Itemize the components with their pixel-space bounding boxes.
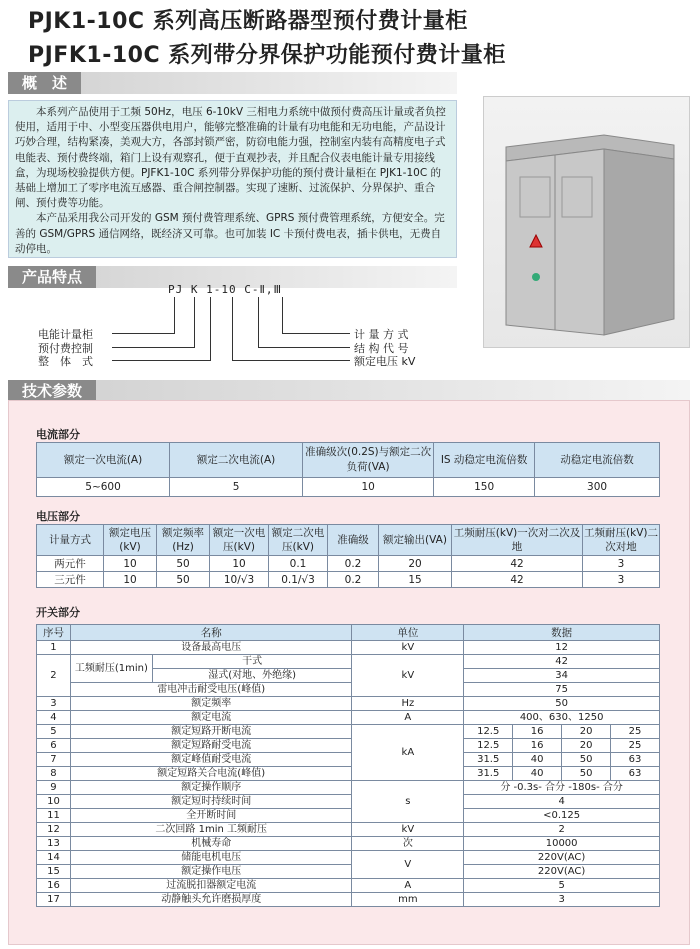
switch-table bbox=[36, 624, 660, 907]
table-row: 17 动静触头允许磨损厚度 mm 3 bbox=[37, 893, 660, 907]
table-header: 额定二次电流(A) bbox=[170, 443, 303, 478]
table-header: 动稳定电流倍数 bbox=[535, 443, 660, 478]
tech-header: 技术参数 bbox=[8, 380, 96, 402]
current-title: 电流部分 bbox=[36, 428, 80, 441]
overview-paragraph: 本系列产品使用于工频 50Hz，电压 6-10kV 三相电力系统中做预付费高压计量或者负控使用，适用于中、小型变压器供电用户，能够完整准确的计量有功电能和无功电能，产品设计巧妙合理，结构紧凑，美观大方，各部封锁严密，防窃电能力强，控制室内装有高精度电子式电能表、预付费终端，箱门上设有观察孔，便于直观抄表，并且配合仪表电能计量专用接线盒，为现场校验提供方便。PJFK1-10C 系列带分界保护功能的预付费计量柜在 PJK1-10C 的基础上增加工了零序电流互感器、重合闸控制器。实现了速断、过流保护、分界保护、重合闸、预付费等功能。 bbox=[15, 106, 446, 210]
table-row: 5 额定短路开断电流 kA 12.5 16 20 25 bbox=[37, 725, 660, 739]
table-row: 16 过流脱扣器额定电流 A 5 bbox=[37, 879, 660, 893]
switch-title: 开关部分 bbox=[36, 606, 80, 619]
table-row: 14 储能电机电压 V 220V(AC) bbox=[37, 851, 660, 865]
table-header: 额定电压(kV) bbox=[104, 525, 157, 556]
table-header: 数据 bbox=[464, 625, 660, 641]
cabinet-photo bbox=[483, 96, 690, 348]
model-label-left: 电能计量柜 bbox=[38, 328, 93, 341]
features-header: 产品特点 bbox=[8, 266, 96, 288]
table-row: 13 机械寿命 次 10000 bbox=[37, 837, 660, 851]
table-header: 额定一次电流(A) bbox=[37, 443, 170, 478]
overview-header: 概 述 bbox=[8, 72, 81, 94]
voltage-table bbox=[36, 524, 660, 588]
current-table bbox=[36, 442, 660, 497]
table-header: 额定输出(VA) bbox=[379, 525, 452, 556]
table-row: 5~600 5 10 150 300 bbox=[37, 478, 660, 497]
table-row: 11 全开断时间 <0.125 bbox=[37, 809, 660, 823]
table-header: 额定一次电压(kV) bbox=[210, 525, 269, 556]
table-header: 序号 bbox=[37, 625, 71, 641]
overview-paragraph: 本产品采用我公司开发的 GSM 预付费管理系统、GPRS 预付费管理系统，方便安全。完善的 GSM/GPRS 通信网络，既经济又可靠。也可加装 IC 卡预付费电表，插卡供电，无费自动停电。 bbox=[15, 212, 445, 255]
table-row: 3 额定频率 Hz 50 bbox=[37, 697, 660, 711]
overview-text bbox=[8, 100, 457, 258]
table-row: 湿式(对地、外绝缘) 34 bbox=[37, 669, 660, 683]
title-line-2: PJFK1-10C 系列带分界保护功能预付费计量柜 bbox=[28, 43, 506, 68]
table-row: 15 额定操作电压 220V(AC) bbox=[37, 865, 660, 879]
table-row: 4 额定电流 A 400、630、1250 bbox=[37, 711, 660, 725]
table-row: 9 额定操作顺序 s 分 -0.3s- 合分 -180s- 合分 bbox=[37, 781, 660, 795]
table-row: 12 二次回路 1min 工频耐压 kV 2 bbox=[37, 823, 660, 837]
table-row: 7 额定峰值耐受电流 31.5 40 50 63 bbox=[37, 753, 660, 767]
table-row: 2 工频耐压(1min) 干式 kV 42 bbox=[37, 655, 660, 669]
table-header: 额定二次电压(kV) bbox=[269, 525, 328, 556]
model-label-left: 整 体 式 bbox=[38, 355, 93, 368]
table-header: 准确级 bbox=[328, 525, 379, 556]
table-header: IS 动稳定电流倍数 bbox=[434, 443, 535, 478]
voltage-title: 电压部分 bbox=[36, 510, 80, 523]
cabinet-illustration bbox=[484, 97, 689, 347]
table-row: 10 额定短时持续时间 4 bbox=[37, 795, 660, 809]
model-label-right: 计 量 方 式 bbox=[354, 328, 409, 341]
model-label-left: 预付费控制 bbox=[38, 342, 93, 355]
table-header: 计量方式 bbox=[37, 525, 104, 556]
table-row: 三元件 10 50 10/√3 0.1/√3 0.2 15 42 3 bbox=[37, 572, 660, 588]
table-row: 8 额定短路关合电流(峰值) 31.5 40 50 63 bbox=[37, 767, 660, 781]
table-header: 准确级次(0.2S)与额定二次负荷(VA) bbox=[303, 443, 434, 478]
table-row: 1 设备最高电压 kV 12 bbox=[37, 641, 660, 655]
table-header: 工频耐压(kV)二次对地 bbox=[583, 525, 660, 556]
table-header: 工频耐压(kV)一次对二次及地 bbox=[452, 525, 583, 556]
model-code: PJ K 1-10 C-Ⅱ,Ⅲ bbox=[168, 283, 283, 296]
tech-header-bar bbox=[8, 380, 690, 402]
table-row: 两元件 10 50 10 0.1 0.2 20 42 3 bbox=[37, 556, 660, 572]
table-row: 雷电冲击耐受电压(峰值) 75 bbox=[37, 683, 660, 697]
table-header: 名称 bbox=[70, 625, 352, 641]
model-label-right: 结 构 代 号 bbox=[354, 342, 409, 355]
model-label-right: 额定电压 kV bbox=[354, 355, 416, 368]
title-line-1: PJK1-10C 系列高压断路器型预付费计量柜 bbox=[28, 9, 468, 34]
table-header: 单位 bbox=[352, 625, 464, 641]
table-header: 额定频率(Hz) bbox=[157, 525, 210, 556]
table-row: 6 额定短路耐受电流 12.5 16 20 25 bbox=[37, 739, 660, 753]
